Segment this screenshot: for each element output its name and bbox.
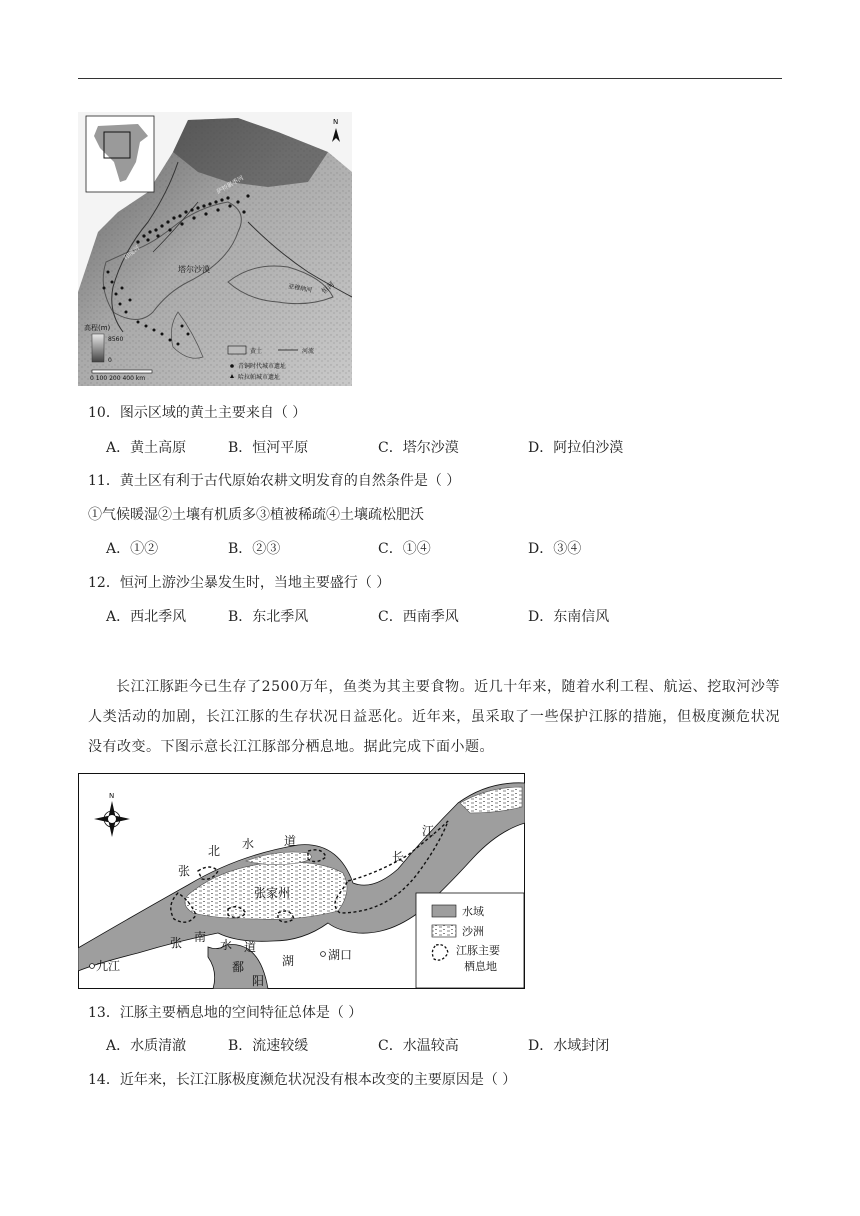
label-po: 鄱 (232, 960, 245, 974)
legend-sand: 沙洲 (462, 925, 484, 938)
label-shui-north: 水 (242, 837, 255, 851)
porpoise-habitat-map (78, 773, 525, 989)
question-11-option-d: D．③④ (528, 541, 582, 557)
scale-text: 0 100 200 400 km (90, 375, 146, 382)
question-11-items: ①气候暖湿②土壤有机质多③植被稀疏④土壤疏松肥沃 (88, 507, 424, 523)
question-13-option-d: D．水域封闭 (528, 1038, 610, 1054)
question-10-option-d: D．阿拉伯沙漠 (528, 440, 624, 456)
label-zhang-south: 张 (170, 936, 183, 950)
label-dao-north: 道 (284, 834, 297, 848)
question-12-stem: 12．恒河上游沙尘暴发生时，当地主要盛行（ ） (88, 575, 391, 591)
legend-water-swatch (432, 905, 456, 917)
legend-bronze: 青铜时代城市遗址 (238, 363, 287, 370)
legend-habitat-line2: 栖息地 (464, 960, 497, 973)
question-12-option-c: C．西南季风 (378, 609, 459, 625)
question-10-option-c: C．塔尔沙漠 (378, 440, 459, 456)
question-13-option-b: B．流速较缓 (228, 1038, 309, 1054)
hukou-marker (321, 952, 326, 957)
passage (88, 672, 780, 762)
passage-text: 长江江豚距今已生存了2500万年，鱼类为其主要食物。近几十年来，随着水利工程、航运、挖取河沙等人类活动的加剧，长江江豚的生存状况日益恶化。近年来，虽采取了一些保护江豚的措施，但极度濒危状况没有改变。下图示意长江江豚部分栖息地。据此完成下面小题。 (88, 679, 780, 755)
legend-loess-swatch (228, 346, 246, 354)
legend-river: 河流 (302, 348, 315, 355)
question-13-option-a: A．水质清澈 (106, 1038, 187, 1054)
elevation-max: 8560 (108, 336, 124, 343)
label-yang: 阳 (252, 974, 265, 988)
label-jiang: 江 (422, 824, 435, 838)
map2-north-label: N (109, 792, 115, 800)
question-12-option-a: A．西北季风 (106, 609, 187, 625)
ganges-label: 恒河 (320, 280, 337, 296)
header-rule (78, 78, 782, 79)
legend-sand-swatch (432, 925, 456, 937)
question-11-option-b: B．②③ (228, 541, 281, 557)
question-12-option-d: D．东南信风 (528, 609, 610, 625)
elevation-scale-bar (92, 334, 104, 362)
question-11-option-a: A．①② (106, 541, 159, 557)
elevation-title: 高程(m) (84, 324, 111, 332)
question-10-option-a: A．黄土高原 (106, 440, 187, 456)
legend-loess: 黄土 (250, 348, 263, 355)
question-10-stem: 10．图示区域的黄土主要来自（ ） (88, 405, 307, 421)
question-13-stem: 13．江豚主要栖息地的空间特征总体是（ ） (88, 1005, 363, 1021)
indus-label: 印度河 (122, 244, 142, 262)
label-zhangjiazhou: 张家州 (254, 886, 291, 900)
thar-desert-label: 塔尔沙漠 (178, 265, 210, 274)
label-jiujiang: 九江 (96, 959, 121, 973)
legend-water: 水域 (462, 905, 484, 918)
question-14-stem: 14．近年来，长江江豚极度濒危状况没有根本改变的主要原因是（ ） (88, 1072, 517, 1088)
label-bei: 北 (208, 844, 221, 858)
question-12-option-b: B．东北季风 (228, 609, 309, 625)
label-dao-south: 道 (244, 940, 257, 954)
question-10-option-b: B．恒河平原 (228, 440, 309, 456)
label-shui-south: 水 (220, 938, 233, 952)
jiujiang-marker (90, 964, 95, 969)
label-zhang-north: 张 (178, 864, 191, 878)
label-chang: 长 (392, 850, 405, 864)
elevation-min: 0 (108, 357, 112, 364)
map1-north-label: N (333, 118, 339, 126)
yamuna-label: 亚穆纳河 (287, 283, 313, 295)
label-hu: 湖 (282, 954, 295, 968)
legend-habitat-line1: 江豚主要 (456, 944, 500, 957)
sutlej-label: 萨特累季河 (215, 174, 245, 196)
legend-bronze-symbol (230, 364, 234, 368)
question-13-option-c: C．水温较高 (378, 1038, 459, 1054)
label-nan: 南 (194, 930, 207, 944)
question-11-stem: 11．黄土区有利于古代原始农耕文明发育的自然条件是（ ） (88, 473, 461, 489)
label-hukou: 湖口 (328, 948, 353, 962)
loess-region-map (78, 112, 352, 386)
question-11-option-c: C．①④ (378, 541, 431, 557)
legend-harappa: 哈拉帕城市遗址 (238, 374, 281, 381)
scale-bar (92, 370, 152, 373)
